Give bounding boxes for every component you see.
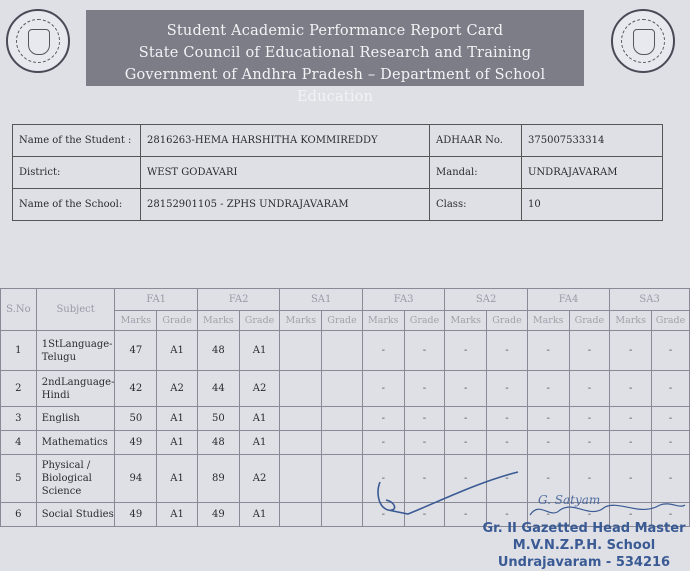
subject-cell: English [36, 407, 115, 431]
title-line-1: Student Academic Performance Report Card [166, 23, 504, 39]
fa2-marks-cell: 48 [197, 431, 239, 455]
empty-mark-cell: - [487, 455, 528, 503]
empty-mark-cell: - [487, 503, 528, 527]
empty-mark-cell: - [569, 455, 610, 503]
empty-mark-cell: - [610, 331, 652, 371]
fa2-marks-cell: 44 [197, 371, 239, 407]
assessment-header: FA1 [115, 289, 197, 311]
fa2-marks-cell: 89 [197, 455, 239, 503]
sa1-grade-cell [322, 503, 363, 527]
empty-mark-cell: - [652, 331, 690, 371]
empty-mark-cell: - [569, 371, 610, 407]
serial-number-cell: 4 [1, 431, 37, 455]
empty-mark-cell: - [362, 371, 404, 407]
serial-number-cell: 2 [1, 371, 37, 407]
empty-mark-cell: - [610, 455, 652, 503]
scert-emblem-icon [611, 9, 675, 73]
subject-cell: Physical / Biological Science [36, 455, 115, 503]
sa1-marks-cell [280, 407, 322, 431]
empty-mark-cell: - [527, 431, 569, 455]
stamp-line-2: M.V.N.Z.P.H. School [512, 538, 656, 553]
subject-cell: Mathematics [36, 431, 115, 455]
stamp-line-3: Undrajavaram - 534216 [497, 555, 671, 570]
table-row [1, 407, 690, 431]
assessment-header: FA2 [197, 289, 279, 311]
empty-mark-cell: - [610, 503, 652, 527]
sno-header: S.No [1, 289, 37, 331]
stamp-line-1: Gr. II Gazetted Head Master [482, 521, 686, 536]
serial-number-cell: 5 [1, 455, 37, 503]
empty-mark-cell: - [569, 431, 610, 455]
info-row [13, 157, 663, 189]
empty-mark-cell: - [527, 503, 569, 527]
class-value: 10 [522, 189, 663, 221]
empty-mark-cell: - [527, 331, 569, 371]
grade-header: Grade [404, 311, 445, 331]
name-value: 2816263-HEMA HARSHITHA KOMMIREDDY [141, 125, 430, 157]
name-label: Name of the Student : [13, 125, 141, 157]
fa1-marks-cell: 50 [115, 407, 157, 431]
sa1-grade-cell [322, 431, 363, 455]
empty-mark-cell: - [610, 371, 652, 407]
fa1-grade-cell: A1 [157, 331, 198, 371]
empty-mark-cell: - [445, 331, 487, 371]
class-label: Class: [430, 189, 522, 221]
grade-header: Grade [652, 311, 690, 331]
fa2-grade-cell: A2 [239, 455, 280, 503]
fa2-grade-cell: A1 [239, 431, 280, 455]
assessment-header: FA3 [362, 289, 444, 311]
subject-cell: 2ndLanguage-Hindi [36, 371, 115, 407]
serial-number-cell: 1 [1, 331, 37, 371]
assessment-header: SA3 [610, 289, 690, 311]
assessment-header: SA2 [445, 289, 527, 311]
empty-mark-cell: - [487, 431, 528, 455]
fa1-marks-cell: 94 [115, 455, 157, 503]
sa1-grade-cell [322, 371, 363, 407]
empty-mark-cell: - [652, 371, 690, 407]
empty-mark-cell: - [445, 503, 487, 527]
empty-mark-cell: - [610, 431, 652, 455]
marks-header: Marks [115, 311, 157, 331]
fa1-marks-cell: 49 [115, 503, 157, 527]
empty-mark-cell: - [404, 455, 445, 503]
empty-mark-cell: - [362, 503, 404, 527]
marks-header: Marks [280, 311, 322, 331]
title-line-2: State Council of Educational Research and Training [138, 45, 532, 61]
table-row [1, 431, 690, 455]
assessment-header: SA1 [280, 289, 362, 311]
fa1-grade-cell: A2 [157, 371, 198, 407]
marks-header: Marks [445, 311, 487, 331]
mandal-value: UNDRAJAVARAM [522, 157, 663, 189]
fa1-marks-cell: 47 [115, 331, 157, 371]
subject-cell: 1StLanguage-Telugu [36, 331, 115, 371]
empty-mark-cell: - [445, 407, 487, 431]
grade-header: Grade [322, 311, 363, 331]
title-line-3: Government of Andhra Pradesh – Department of School Education [124, 67, 546, 105]
fa2-marks-cell: 48 [197, 331, 239, 371]
empty-mark-cell: - [527, 407, 569, 431]
aadhaar-value: 375007533314 [522, 125, 663, 157]
empty-mark-cell: - [404, 331, 445, 371]
empty-mark-cell: - [362, 455, 404, 503]
fa2-marks-cell: 50 [197, 407, 239, 431]
fa1-grade-cell: A1 [157, 407, 198, 431]
sa1-grade-cell [322, 331, 363, 371]
grade-header: Grade [239, 311, 280, 331]
marks-header: Marks [362, 311, 404, 331]
marks-header: Marks [197, 311, 239, 331]
student-info-table [12, 124, 663, 221]
sa1-marks-cell [280, 455, 322, 503]
sa1-grade-cell [322, 455, 363, 503]
district-label: District: [13, 157, 141, 189]
sa1-grade-cell [322, 407, 363, 431]
subject-cell: Social Studies [36, 503, 115, 527]
empty-mark-cell: - [652, 503, 690, 527]
empty-mark-cell: - [362, 407, 404, 431]
fa1-grade-cell: A1 [157, 431, 198, 455]
empty-mark-cell: - [652, 431, 690, 455]
marks-header: Marks [527, 311, 569, 331]
grade-header: Grade [569, 311, 610, 331]
fa1-grade-cell: A1 [157, 455, 198, 503]
empty-mark-cell: - [362, 431, 404, 455]
fa2-grade-cell: A1 [239, 407, 280, 431]
fa1-grade-cell: A1 [157, 503, 198, 527]
empty-mark-cell: - [362, 331, 404, 371]
empty-mark-cell: - [445, 431, 487, 455]
assessment-header: FA4 [527, 289, 609, 311]
fa2-grade-cell: A1 [239, 503, 280, 527]
serial-number-cell: 6 [1, 503, 37, 527]
sa1-marks-cell [280, 503, 322, 527]
sa1-marks-cell [280, 331, 322, 371]
school-value: 28152901105 - ZPHS UNDRAJAVARAM [141, 189, 430, 221]
info-row [13, 189, 663, 221]
info-row [13, 125, 663, 157]
mandal-label: Mandal: [430, 157, 522, 189]
empty-mark-cell: - [404, 407, 445, 431]
district-value: WEST GODAVARI [141, 157, 430, 189]
sa1-marks-cell [280, 371, 322, 407]
fa2-grade-cell: A2 [239, 371, 280, 407]
empty-mark-cell: - [527, 455, 569, 503]
empty-mark-cell: - [404, 431, 445, 455]
empty-mark-cell: - [527, 371, 569, 407]
title-banner [86, 10, 584, 105]
sa1-marks-cell [280, 431, 322, 455]
empty-mark-cell: - [610, 407, 652, 431]
serial-number-cell: 3 [1, 407, 37, 431]
table-row [1, 331, 690, 371]
table-row [1, 371, 690, 407]
subject-header: Subject [36, 289, 115, 331]
marks-header: Marks [610, 311, 652, 331]
head-master-stamp [478, 493, 690, 571]
empty-mark-cell: - [445, 371, 487, 407]
assessment-header-row [1, 289, 690, 311]
empty-mark-cell: - [487, 331, 528, 371]
empty-mark-cell: - [569, 407, 610, 431]
stamp-signature: G. Satyam [538, 493, 601, 507]
grade-header: Grade [487, 311, 528, 331]
fa1-marks-cell: 42 [115, 371, 157, 407]
empty-mark-cell: - [569, 331, 610, 371]
empty-mark-cell: - [445, 455, 487, 503]
fa1-marks-cell: 49 [115, 431, 157, 455]
school-label: Name of the School: [13, 189, 141, 221]
empty-mark-cell: - [404, 371, 445, 407]
ap-government-emblem-icon [6, 9, 70, 73]
empty-mark-cell: - [404, 503, 445, 527]
empty-mark-cell: - [652, 455, 690, 503]
grade-header: Grade [157, 311, 198, 331]
fa2-grade-cell: A1 [239, 331, 280, 371]
empty-mark-cell: - [652, 407, 690, 431]
empty-mark-cell: - [487, 371, 528, 407]
aadhaar-label: ADHAAR No. [430, 125, 522, 157]
fa2-marks-cell: 49 [197, 503, 239, 527]
empty-mark-cell: - [487, 407, 528, 431]
empty-mark-cell: - [569, 503, 610, 527]
